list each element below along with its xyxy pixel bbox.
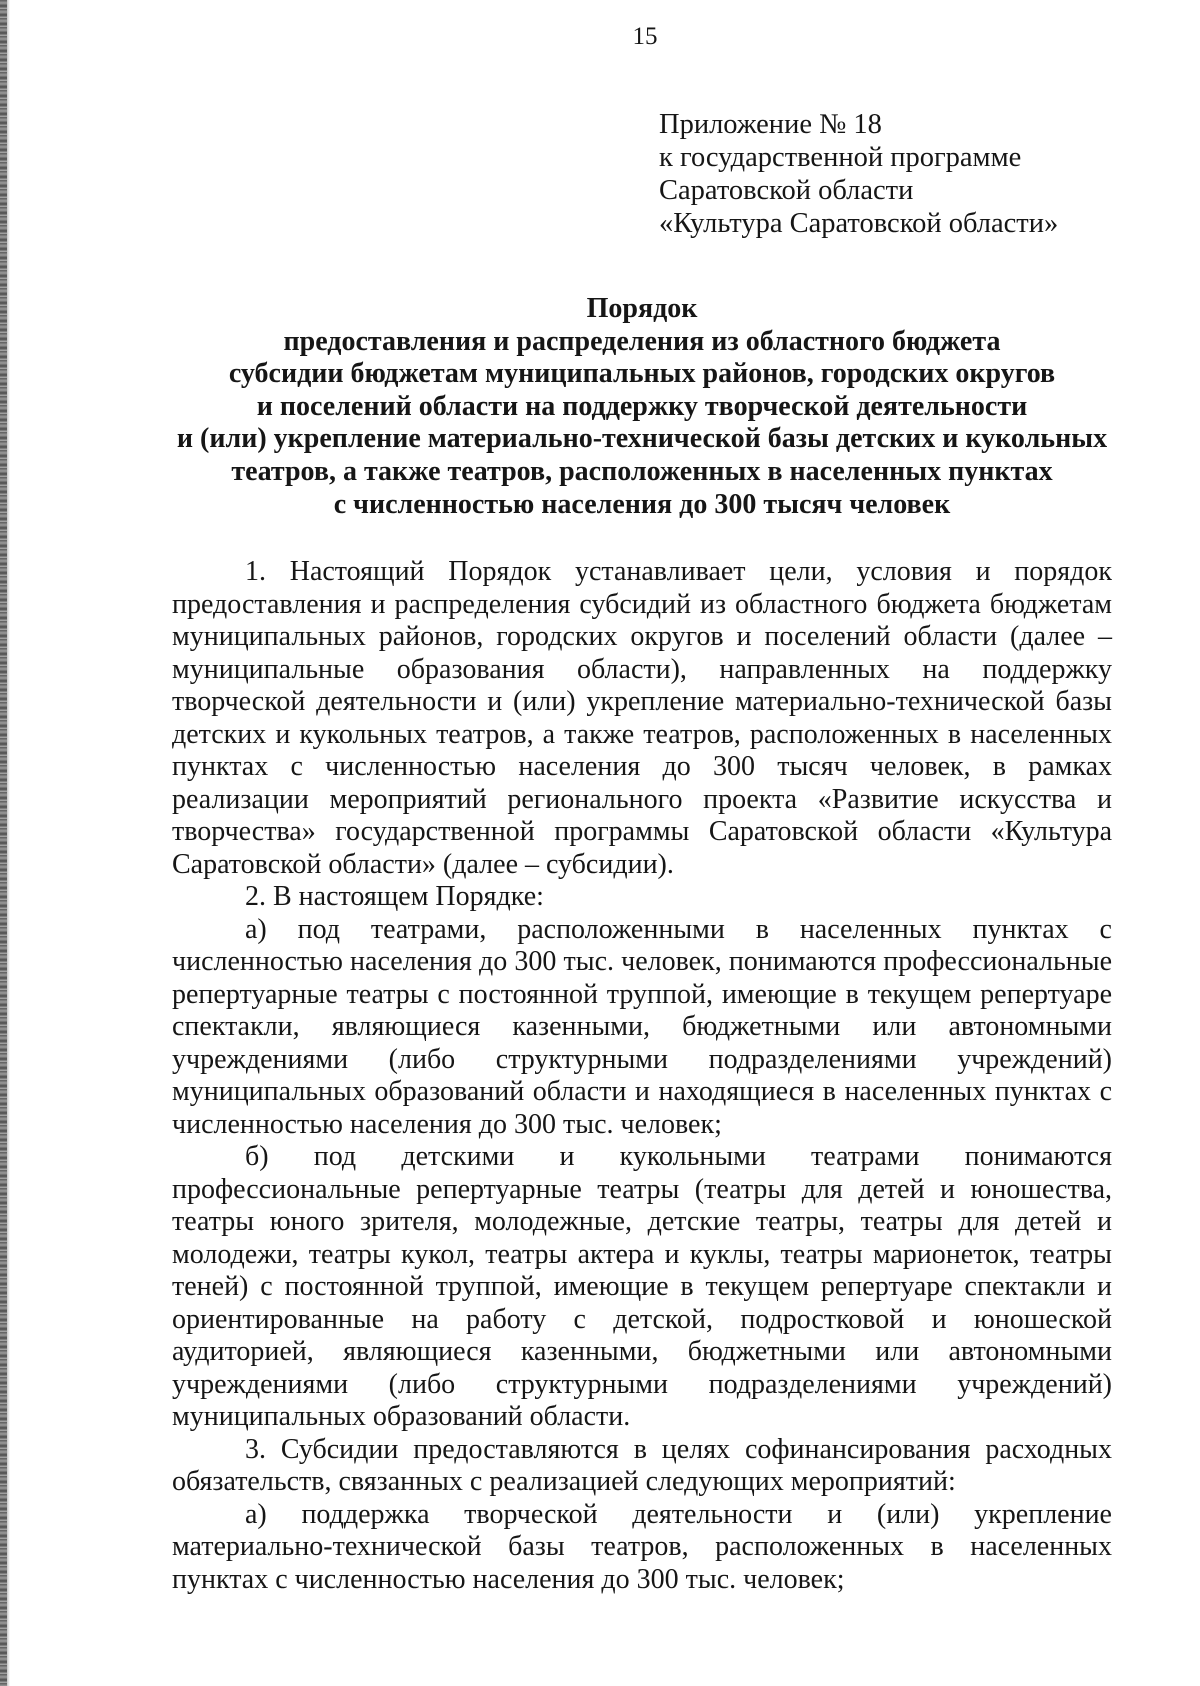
paragraph-2b-childrens-theatres-definition: б) под детскими и кукольными театрами понимаются профессиональные репертуарные театры (театры для детей и юношества, театры юного зрителя, молодежные, детские театры, театры для детей и молодежи, театры кукол, театры актера и куклы, театры марионеток, театры теней) с постоянной труппой, имеющие в текущем репертуаре спектакли и ориентированные на работу с детской, подростковой и юношеской аудиторией, являющиеся казенными, бюджетными или автономными учреждениями (либо структурными подразделениями учреждений) муниципальных образований области. (172, 1141, 1112, 1432)
paragraph-2a-theatres-definition: а) под театрами, расположенными в населенных пунктах с численностью населения до 300 тыс. человек, понимаются профессиональные репертуарные театры с постоянной труппой, имеющие в текущем репертуаре спектакли, являющиеся казенными, бюджетными или автономными учреждениями (либо структурными подразделениями учреждений) муниципальных образований области и находящиеся в населенных пунктах с численностью населения до 300 тыс. человек; (172, 913, 1112, 1140)
document-title (172, 293, 1112, 521)
paragraph-3-subsidy-goals: 3. Субсидии предоставляются в целях софинансирования расходных обязательств, связанных с реализацией следующих мероприятий: (172, 1433, 1112, 1497)
paragraph-3a-support-measure: а) поддержка творческой деятельности и (или) укрепление материально-технической базы театров, расположенных в населенных пунктах с численностью населения до 300 тыс. человек; (172, 1498, 1112, 1595)
appendix-number-line: Приложение № 18 (659, 109, 882, 140)
scan-border-edge (0, 0, 7, 1686)
title-line: и (или) укрепление материально-технической базы детских и кукольных (176, 423, 1108, 455)
title-line: и поселений области на поддержку творческой деятельности (256, 390, 1028, 422)
scan-border-shadow (7, 0, 10, 1686)
appendix-program-name-line: «Культура Саратовской области» (659, 208, 1059, 239)
document-body (172, 556, 1112, 1596)
page-number: 15 (632, 23, 658, 50)
paragraph-2-definitions: 2. В настоящем Порядке: (245, 881, 544, 912)
title-line: предоставления и распределения из областного бюджета (283, 325, 1001, 357)
appendix-reference-block (659, 108, 1058, 240)
title-line: субсидии бюджетам муниципальных районов, городских округов (228, 358, 1056, 390)
title-line: Порядок (586, 293, 698, 324)
paragraph-1-purpose: 1. Настоящий Порядок устанавливает цели, условия и порядок предоставления и распределения субсидий из областного бюджета бюджетам муниципальных районов, городских округов и поселений области (далее – муниципальные образования области), направленных на поддержку творческой деятельности и (или) укрепление материально-технической базы детских и кукольных театров, а также театров, расположенных в населенных пунктах с численностью населения до 300 тысяч человек, в рамках реализации мероприятий регионального проекта «Развитие искусства и творчества» государственной программы Саратовской области «Культура Саратовской области» (далее – субсидии). (172, 556, 1112, 880)
appendix-region-line: Саратовской области (659, 175, 914, 206)
title-line: с численностью населения до 300 тысяч человек (333, 488, 951, 520)
title-line: театров, а также театров, расположенных в населенных пунктах (231, 455, 1053, 487)
appendix-program-line: к государственной программе (659, 142, 1022, 173)
